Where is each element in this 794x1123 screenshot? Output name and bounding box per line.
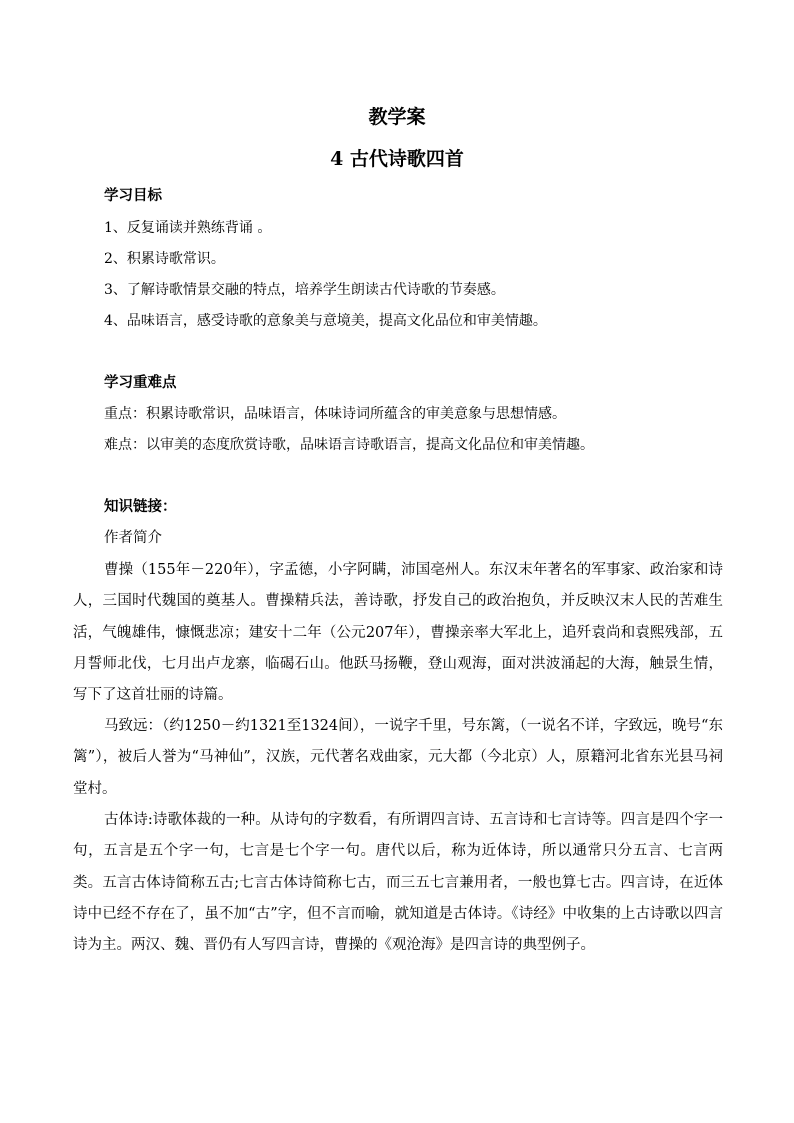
knowledge-subheading: 作者简介	[104, 530, 162, 546]
doc-subtitle: 4 古代诗歌四首	[330, 148, 464, 170]
objective-item: 1、反复诵读并熟练背诵 。	[104, 220, 272, 236]
key-point-item: 难点：以审美的态度欣赏诗歌，品味语言诗歌语言，提高文化品位和审美情趣。	[104, 437, 594, 453]
doc-title: 教学案	[368, 106, 426, 128]
paragraph-cao-cao: 曹操（155年－220年），字孟德，小字阿瞒，沛国亳州人。东汉末年著名的军事家、政治家和诗人，三国时代魏国的奠基人。曹操精兵法，善诗歌，抒发自己的政治抱负，并反映汉末人民的苦难生活，气魄雄伟，慷慨悲凉；建安十二年（公元207年），曹操亲率大军北上，追歼袁尚和袁熙残部，五月誓师北伐，七月出卢龙寨，临碣石山。他跃马扬鞭，登山观海，面对洪波涌起的大海，触景生情，写下了这首壮丽的诗篇。	[73, 562, 723, 704]
paragraph-ma-zhiyuan: 马致远：（约1250－约1321至1324间），一说字千里，号东篱，（一说名不详，字致远，晚号“东篱”），被后人誉为“马神仙”，汉族，元代著名戏曲家，元大都（今北京）人，原籍河北省东光县马祠堂村。	[73, 718, 723, 797]
objective-item: 2、积累诗歌常识。	[104, 251, 225, 267]
key-points-heading: 学习重难点	[104, 374, 177, 391]
key-point-item: 重点：积累诗歌常识，品味语言，体味诗词所蕴含的审美意象与思想情感。	[104, 406, 566, 422]
objective-item: 4、品味语言，感受诗歌的意象美与意境美，提高文化品位和审美情趣。	[104, 313, 547, 329]
paragraph-ancient-poetry: 古体诗:诗歌体裁的一种。从诗句的字数看，有所谓四言诗、五言诗和七言诗等。四言是四个字一句，五言是五个字一句，七言是七个字一句。唐代以后，称为近体诗，所以通常只分五言、七言两类。五言古体诗简称五古;七言古体诗简称七古，而三五七言兼用者，一般也算七古。四言诗，在近体诗中已经不存在了，虽不加“古”字，但不言而喻，就知道是古体诗。《诗经》中收集的上古诗歌以四言诗为主。两汉、魏、晋仍有人写四言诗，曹操的《观沧海》是四言诗的典型例子。	[73, 812, 723, 954]
objective-item: 3、了解诗歌情景交融的特点，培养学生朗读古代诗歌的节奏感。	[104, 282, 505, 298]
knowledge-heading: 知识链接：	[104, 498, 177, 515]
objectives-heading: 学习目标	[104, 187, 162, 204]
